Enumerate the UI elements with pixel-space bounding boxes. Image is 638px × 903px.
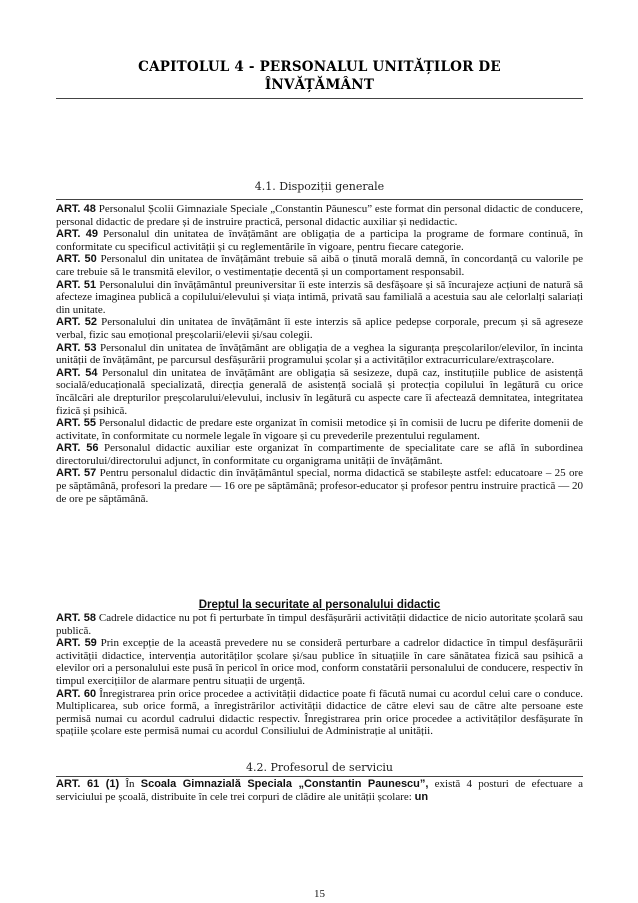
- security-section: [56, 594, 583, 738]
- article-articles_a-1: [56, 228, 583, 253]
- article-text: Personalul Școlii Gimnaziale Speciale „Constantin Păunescu” este format din personal didactic de conducere, personal didactic de predare și de instruire practică, personal didactic auxiliar și nedidactic.: [56, 203, 583, 228]
- article-label: ART. 48: [56, 203, 96, 215]
- article-articles_a-6: [56, 367, 583, 417]
- chapter-underline: [56, 98, 583, 99]
- chapter-title-line2: ÎNVĂȚĂMÂNT: [264, 77, 375, 93]
- article-articles_a-2: [56, 253, 583, 278]
- article-text: Pentru personalul didactic din învățământul special, norma didactică se stabilește astfel: educatoare – 25 ore pe săptămână, profesori la predare — 16 ore pe săptămână; profesor-educator și profesor pentru instruire practică — 20 de ore pe săptămână.: [56, 467, 583, 505]
- article-label: ART. 51: [56, 278, 97, 291]
- article-label: ART. 56: [56, 442, 99, 455]
- article-label: ART. 57: [56, 467, 97, 480]
- article-text: Personalul din unitatea de învățământ are obligația de a participa la programe de formare continuă, în conformitate cu specificul activității și cu reglementările în vigoare, pentru fiecare categorie.: [56, 228, 583, 253]
- school-name: Scoala Gimnazială Speciala „Constantin Paunescu”,: [140, 778, 429, 790]
- article-text: Personalului din învățământul preuniversitar îi este interzis să desfășoare și să încurajeze acțiuni de natură să afecteze imaginea publică a copilului/elevului și viața intimă, privată sau familială a acestuia sau ale celorlalți salariați din unitate.: [56, 278, 583, 316]
- article-label: ART. 58: [56, 612, 96, 624]
- article-label: ART. 49: [56, 228, 99, 241]
- article-text: În: [119, 778, 141, 790]
- articles-security: [56, 612, 583, 738]
- article-text: Personalul din unitatea de învățământ are obligația de a veghea la siguranța preșcolarilor/elevilor, în incinta unității de învățământ, pe parcursul desfășurării programului școlar și a activităților extracurriculare/extrașcolare.: [56, 341, 583, 367]
- article-text: Prin excepție de la această prevedere nu se consideră perturbare a cadrelor didactice în timpul desfășurării activității didactice, intervenția autorităților școlare și/sau publice în situațiile în care sănătatea fizică sau psihică a elevilor ori a personalului este pusă în pericol în orice mod, conform constatării personalului de conducere, respectiv în timpul exercițiilor de alarmare pentru situații de urgență.: [56, 637, 583, 687]
- article-text: Personalul din unitatea de învățământ are obligația să sesizeze, după caz, instituțiile publice de asistență socială/educațională specializată, direcția generală de asistență socială și protecția copilului în legătură cu orice încălcări ale drepturilor preșcolarului/elevului, inclusiv în legătură cu aspecte care îi afectează demnitatea, integritatea fizică și psihică.: [56, 366, 583, 417]
- article-text: Personalul didactic auxiliar este organizat în compartimente de specialitate care se află în subordinea directorului/directorului adjunct, în conformitate cu organigrama unității de învățământ.: [56, 442, 583, 467]
- page-number: 15: [314, 888, 325, 900]
- article-text-cont: există 4 posturi de efectuare a serviciului pe școală, distribuite în cele trei corpuri de clădire ale unității școlare:: [56, 778, 583, 803]
- security-subheading: Dreptul la securitate al personalului didactic: [198, 599, 441, 611]
- article-61: [56, 778, 583, 803]
- article-label: ART. 54: [56, 366, 98, 379]
- article-text: Personalului din unitatea de învățământ îi este interzis să aplice pedepse corporale, precum și să agreseze verbal, fizic sau emoțional preșcolarii/elevii și/sau colegii.: [56, 316, 583, 341]
- article-text: Personalul didactic de predare este organizat în comisii metodice și în comisii de lucru pe diferite domenii de activitate, în conformitate cu normele legale în vigoare și cu prevederile prezentului regulament.: [56, 417, 583, 442]
- chapter-title: [56, 58, 583, 94]
- article-articles_a-8: [56, 442, 583, 467]
- article-text: Cadrele didactice nu pot fi perturbate în timpul desfășurării activității didactice de nicio autoritate școlară sau publică.: [56, 612, 584, 637]
- article-label: ART. 55: [56, 417, 96, 430]
- article-articles_a-7: [56, 417, 583, 442]
- section-heading-4-2: 4.2. Profesorul de serviciu: [246, 761, 393, 774]
- article-last-word: un: [414, 790, 429, 803]
- chapter-title-line1: CAPITOLUL 4 - PERSONALUL UNITĂȚILOR DE: [138, 59, 501, 75]
- articles-general: [56, 203, 583, 505]
- article-text: Personalul din unitatea de învățământ trebuie să aibă o ținută morală demnă, în concordanță cu valorile pe care trebuie să le transmită elevilor, o vestimentație decentă și un comportament responsabil.: [56, 253, 583, 278]
- article-articles_a-9: [56, 467, 583, 505]
- section-rule-4-1: [56, 199, 583, 200]
- article-articles_a-3: [56, 279, 583, 317]
- document-page: [56, 58, 584, 900]
- article-label: ART. 60: [56, 687, 97, 700]
- article-label: ART. 61 (1): [56, 778, 120, 790]
- article-articles_a-0: [56, 203, 583, 228]
- article-label: ART. 53: [56, 341, 97, 354]
- article-text: Înregistrarea prin orice procedee a activității didactice poate fi făcută numai cu acordul celui care o conduce. Multiplicarea, sub orice formă, a înregistrărilor activității didactice de către elevi sau de către alte persoane este permisă numai cu acordul cadrului didactic respectiv. Înregistrarea prin orice procedee a activităților desfășurate în spațiile școlare este permisă numai cu acordul Consiliului de Administrație al unității.: [56, 687, 583, 738]
- section-rule-4-2: [56, 776, 583, 777]
- article-articles_b-0: [56, 612, 583, 637]
- article-label: ART. 52: [56, 316, 98, 329]
- article-articles_b-2: [56, 688, 583, 738]
- article-articles_a-5: [56, 342, 583, 367]
- section-heading-4-1: 4.1. Dispoziții generale: [254, 180, 385, 193]
- article-articles_b-1: [56, 637, 583, 687]
- article-label: ART. 50: [56, 253, 97, 266]
- section-4-2: [56, 761, 583, 803]
- article-articles_a-4: [56, 316, 583, 341]
- article-label: ART. 59: [56, 637, 97, 650]
